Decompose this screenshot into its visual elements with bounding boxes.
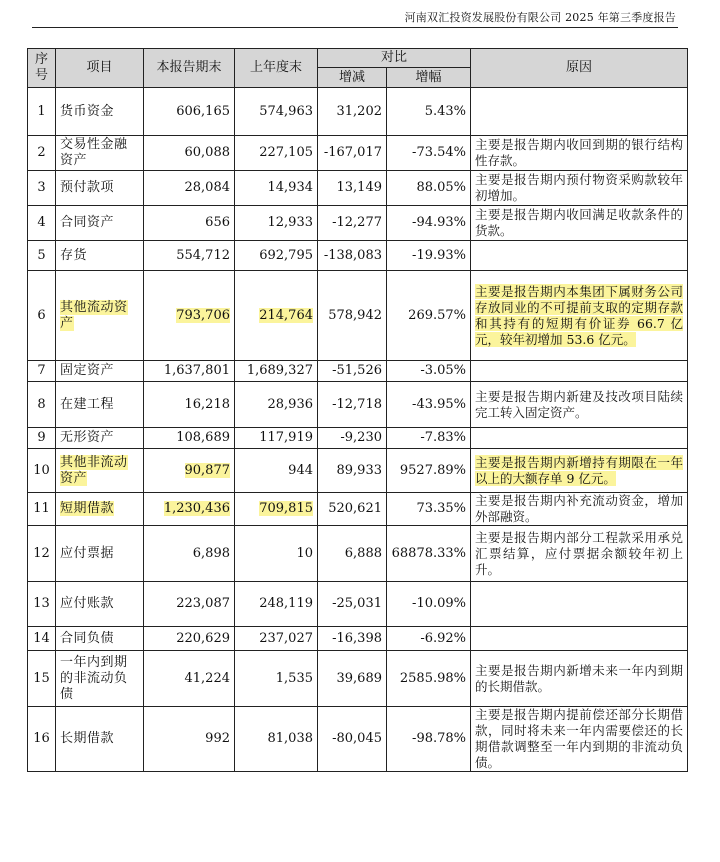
change-value: -12,718 — [318, 382, 387, 428]
change-value: 13,149 — [318, 171, 387, 206]
change-pct: -10.09% — [387, 582, 471, 627]
current-value: 108,689 — [144, 428, 235, 449]
reason-cell — [471, 361, 688, 382]
prior-value: 1,535 — [235, 651, 318, 707]
change-value: 520,621 — [318, 493, 387, 526]
change-pct: -94.93% — [387, 206, 471, 241]
change-pct: -98.78% — [387, 707, 471, 772]
table-row — [28, 136, 688, 171]
change-pct: 269.57% — [387, 271, 471, 361]
report-header: 河南双汇投资发展股份有限公司 2025 年第三季度报告 — [404, 11, 676, 24]
seq-cell: 6 — [28, 271, 56, 361]
item-cell: 合同负债 — [56, 627, 144, 651]
header-prior-year: 上年度末 — [235, 49, 318, 88]
current-value: 220,629 — [144, 627, 235, 651]
seq-cell: 4 — [28, 206, 56, 241]
seq-cell: 16 — [28, 707, 56, 772]
reason-cell: 主要是报告期内补充流动资金，增加外部融资。 — [471, 493, 688, 526]
change-value: 39,689 — [318, 651, 387, 707]
table-row — [28, 428, 688, 449]
seq-cell: 8 — [28, 382, 56, 428]
table-row — [28, 171, 688, 206]
seq-cell: 10 — [28, 449, 56, 493]
change-value: -80,045 — [318, 707, 387, 772]
change-pct: 2585.98% — [387, 651, 471, 707]
change-pct: -43.95% — [387, 382, 471, 428]
change-value: -167,017 — [318, 136, 387, 171]
prior-value — [235, 271, 318, 361]
prior-value: 81,038 — [235, 707, 318, 772]
current-value: 16,218 — [144, 382, 235, 428]
current-value: 554,712 — [144, 241, 235, 271]
change-pct: 5.43% — [387, 88, 471, 136]
table-row — [28, 382, 688, 428]
table-row — [28, 582, 688, 627]
reason-cell: 主要是报告期内新建及技改项目陆续完工转入固定资产。 — [471, 382, 688, 428]
current-value: 223,087 — [144, 582, 235, 627]
table-row — [28, 493, 688, 526]
item-cell: 应付票据 — [56, 526, 144, 582]
change-value: 31,202 — [318, 88, 387, 136]
current-value — [144, 271, 235, 361]
item-cell: 预付款项 — [56, 171, 144, 206]
reason-cell — [471, 428, 688, 449]
seq-cell: 12 — [28, 526, 56, 582]
item-cell: 长期借款 — [56, 707, 144, 772]
seq-cell: 1 — [28, 88, 56, 136]
seq-cell: 14 — [28, 627, 56, 651]
header-change: 增减 — [318, 68, 387, 88]
reason-cell: 主要是报告期内预付物资采购款较年初增加。 — [471, 171, 688, 206]
reason-cell: 主要是报告期内部分工程款采用承兑汇票结算，应付票据余额较年初上升。 — [471, 526, 688, 582]
prior-value — [235, 493, 318, 526]
seq-cell: 3 — [28, 171, 56, 206]
prior-value: 944 — [235, 449, 318, 493]
current-value — [144, 449, 235, 493]
change-pct: -3.05% — [387, 361, 471, 382]
table-row — [28, 361, 688, 382]
seq-cell: 15 — [28, 651, 56, 707]
current-value: 1,637,801 — [144, 361, 235, 382]
current-value: 606,165 — [144, 88, 235, 136]
header-rule — [32, 27, 678, 28]
item-cell: 货币资金 — [56, 88, 144, 136]
current-value: 992 — [144, 707, 235, 772]
header-reason: 原因 — [471, 49, 688, 88]
highlight-mark: 90,877 — [184, 462, 230, 478]
highlight-mark: 其他流动资产 — [60, 299, 128, 331]
highlight-mark: 709,815 — [259, 501, 313, 516]
item-cell: 一年内到期的非流动负债 — [56, 651, 144, 707]
reason-cell: 主要是报告期内提前偿还部分长期借款，同时将未来一年内需要偿还的长期借款调整至一年内到期的非流动负债。 — [471, 707, 688, 772]
change-value: -25,031 — [318, 582, 387, 627]
current-value: 28,084 — [144, 171, 235, 206]
seq-cell: 13 — [28, 582, 56, 627]
change-value: 6,888 — [318, 526, 387, 582]
header-compare: 对比 — [318, 49, 471, 68]
prior-value: 227,105 — [235, 136, 318, 171]
item-cell — [56, 493, 144, 526]
table-row — [28, 627, 688, 651]
change-pct: 9527.89% — [387, 449, 471, 493]
seq-cell: 11 — [28, 493, 56, 526]
current-value: 656 — [144, 206, 235, 241]
seq-cell: 7 — [28, 361, 56, 382]
item-cell: 应付账款 — [56, 582, 144, 627]
balance-change-table — [27, 48, 688, 772]
reason-cell — [471, 271, 688, 361]
reason-cell — [471, 582, 688, 627]
current-value: 41,224 — [144, 651, 235, 707]
prior-value: 574,963 — [235, 88, 318, 136]
current-value: 6,898 — [144, 526, 235, 582]
reason-cell: 主要是报告期内收回到期的银行结构性存款。 — [471, 136, 688, 171]
highlight-mark: 主要是报告期内本集团下属财务公司存放同业的不可提前支取的定期存款和其持有的短期有价证券 66.7 亿元，较年初增加 53.6 亿元。 — [475, 283, 684, 347]
table-row — [28, 241, 688, 271]
item-cell — [56, 449, 144, 493]
prior-value: 692,795 — [235, 241, 318, 271]
change-pct: -19.93% — [387, 241, 471, 271]
change-value: -16,398 — [318, 627, 387, 651]
table-row — [28, 707, 688, 772]
table-row — [28, 206, 688, 241]
prior-value: 12,933 — [235, 206, 318, 241]
table-row — [28, 526, 688, 582]
reason-cell: 主要是报告期内新增未来一年内到期的长期借款。 — [471, 651, 688, 707]
item-cell: 在建工程 — [56, 382, 144, 428]
seq-cell: 2 — [28, 136, 56, 171]
change-pct: 88.05% — [387, 171, 471, 206]
item-cell: 合同资产 — [56, 206, 144, 241]
reason-cell — [471, 449, 688, 493]
change-value: -9,230 — [318, 428, 387, 449]
header-pct: 增幅 — [387, 68, 471, 88]
prior-value: 117,919 — [235, 428, 318, 449]
prior-value: 14,934 — [235, 171, 318, 206]
change-value: -51,526 — [318, 361, 387, 382]
prior-value: 1,689,327 — [235, 361, 318, 382]
change-pct: -73.54% — [387, 136, 471, 171]
item-cell: 无形资产 — [56, 428, 144, 449]
header-seq: 序号 — [28, 49, 56, 88]
table-row — [28, 651, 688, 707]
item-cell — [56, 271, 144, 361]
change-pct: 73.35% — [387, 493, 471, 526]
reason-cell — [471, 627, 688, 651]
reason-cell — [471, 88, 688, 136]
reason-cell — [471, 241, 688, 271]
change-pct: 68878.33% — [387, 526, 471, 582]
item-cell: 存货 — [56, 241, 144, 271]
change-pct: -6.92% — [387, 627, 471, 651]
change-value: 578,942 — [318, 271, 387, 361]
prior-value: 248,119 — [235, 582, 318, 627]
highlight-mark: 短期借款 — [60, 501, 115, 516]
seq-cell: 9 — [28, 428, 56, 449]
header-current-period: 本报告期末 — [144, 49, 235, 88]
header-item: 项目 — [56, 49, 144, 88]
highlight-mark: 主要是报告期内新增持有期限在一年以上的大额存单 9 亿元。 — [475, 454, 684, 486]
table-row — [28, 88, 688, 136]
prior-value: 28,936 — [235, 382, 318, 428]
highlight-mark: 793,706 — [176, 307, 230, 323]
prior-value: 237,027 — [235, 627, 318, 651]
seq-cell: 5 — [28, 241, 56, 271]
change-value: -12,277 — [318, 206, 387, 241]
highlight-mark: 214,764 — [259, 307, 313, 323]
highlight-mark: 1,230,436 — [163, 501, 230, 516]
current-value — [144, 493, 235, 526]
table-row — [28, 449, 688, 493]
item-cell: 固定资产 — [56, 361, 144, 382]
current-value: 60,088 — [144, 136, 235, 171]
reason-cell: 主要是报告期内收回满足收款条件的货款。 — [471, 206, 688, 241]
change-pct: -7.83% — [387, 428, 471, 449]
change-value: -138,083 — [318, 241, 387, 271]
highlight-mark: 其他非流动资产 — [60, 454, 128, 486]
table-row — [28, 271, 688, 361]
item-cell: 交易性金融资产 — [56, 136, 144, 171]
change-value: 89,933 — [318, 449, 387, 493]
prior-value: 10 — [235, 526, 318, 582]
